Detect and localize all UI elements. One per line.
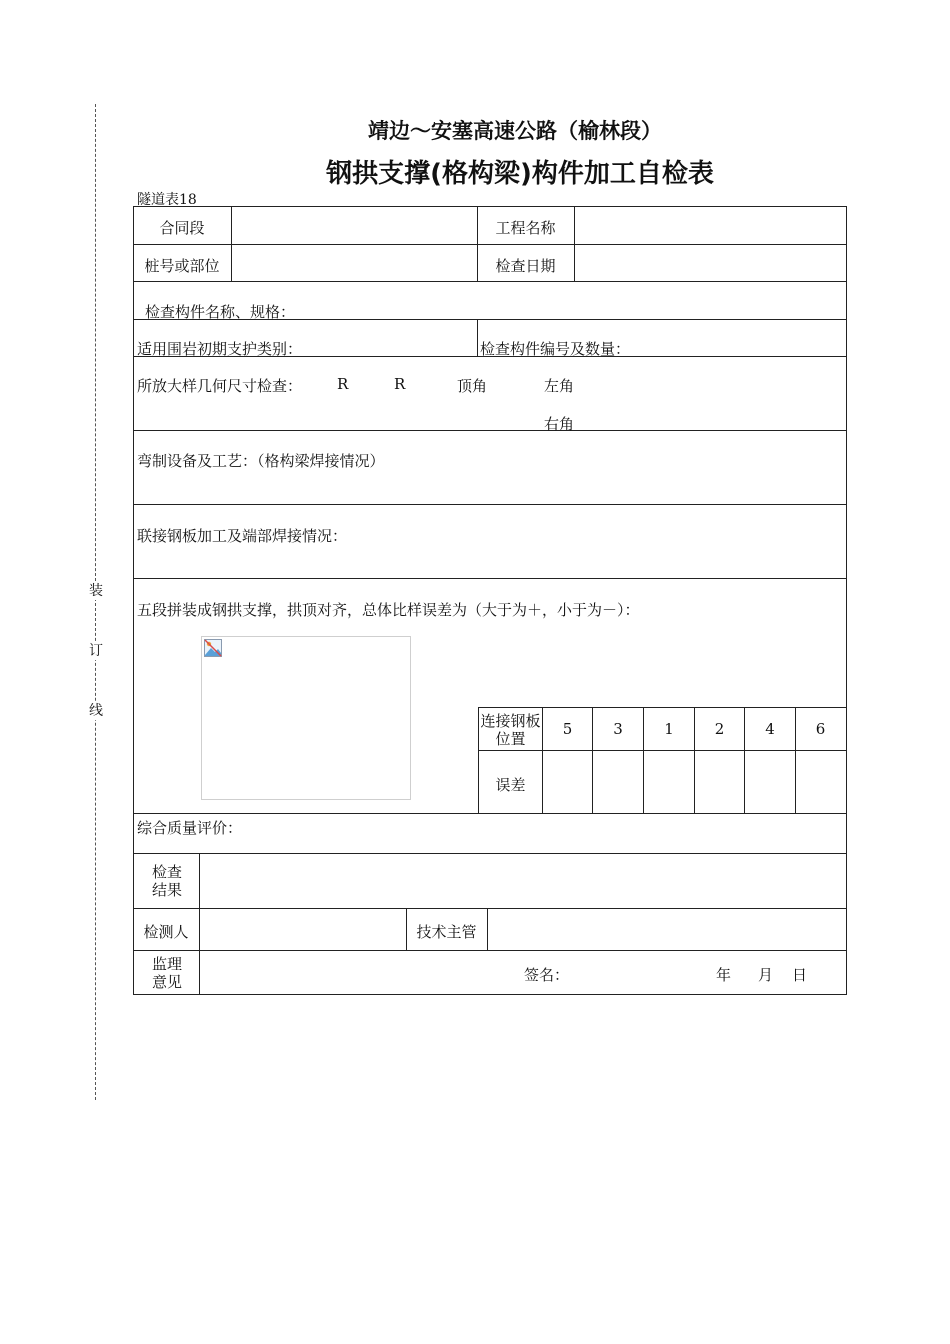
broken-image-icon bbox=[204, 639, 222, 657]
contract-label: 合同段 bbox=[159, 219, 205, 237]
row-divider bbox=[133, 908, 846, 909]
plate-position-header: 连接钢板位置 bbox=[480, 712, 541, 748]
row-divider bbox=[133, 578, 846, 579]
tech-supervisor-label: 技术主管 bbox=[416, 923, 477, 941]
bending-process-label: 弯制设备及工艺：（格构梁焊接情况） bbox=[137, 452, 385, 470]
year-label: 年 bbox=[716, 966, 732, 984]
check-result-label: 检查结果 bbox=[151, 863, 182, 899]
plate-position-cell: 3 bbox=[613, 720, 623, 738]
row-divider bbox=[133, 244, 846, 245]
error-label: 误差 bbox=[495, 776, 526, 794]
col-divider bbox=[231, 206, 232, 282]
inspector-label: 检测人 bbox=[143, 923, 189, 941]
check-date-label: 检查日期 bbox=[495, 257, 556, 275]
sample-image-placeholder bbox=[201, 636, 411, 800]
plate-welding-label: 联接钢板加工及端部焊接情况： bbox=[137, 527, 348, 545]
row-divider bbox=[133, 504, 846, 505]
binding-char-ding: 订 bbox=[89, 643, 103, 659]
dimension-r2: R bbox=[394, 375, 406, 393]
plate-position-cell: 4 bbox=[765, 720, 775, 738]
dimension-right-angle: 右角 bbox=[544, 415, 575, 433]
col-divider bbox=[477, 319, 478, 357]
col-divider bbox=[199, 853, 200, 994]
col-divider bbox=[574, 206, 575, 282]
row-divider bbox=[478, 750, 846, 751]
row-divider bbox=[133, 813, 846, 814]
day-label: 日 bbox=[792, 966, 808, 984]
dimension-r1: R bbox=[337, 375, 349, 393]
row-divider bbox=[133, 950, 846, 951]
support-type-label: 适用围岩初期支护类别： bbox=[137, 340, 303, 358]
binding-char-xian: 线 bbox=[89, 703, 103, 719]
month-label: 月 bbox=[758, 966, 774, 984]
station-label: 桩号或部位 bbox=[144, 257, 220, 275]
signature-label: 签名： bbox=[524, 966, 570, 984]
component-name-label: 检查构件名称、规格： bbox=[145, 303, 296, 321]
project-name-label: 工程名称 bbox=[495, 219, 556, 237]
col-divider bbox=[487, 908, 488, 951]
binding-line bbox=[95, 104, 96, 1100]
row-divider bbox=[478, 707, 846, 708]
form-code: 隧道表18 bbox=[137, 192, 197, 208]
document-title: 靖边～安塞高速公路（榆林段） bbox=[368, 119, 662, 143]
component-no-label: 检查构件编号及数量： bbox=[480, 340, 631, 358]
assembly-error-label: 五段拼装成钢拱支撑，拱顶对齐，总体比样误差为（大于为＋，小于为－）： bbox=[137, 601, 640, 619]
row-divider bbox=[133, 281, 846, 282]
dimension-left-angle: 左角 bbox=[544, 377, 575, 395]
overall-evaluation-label: 综合质量评价： bbox=[137, 819, 243, 837]
document-subtitle: 钢拱支撑(格构梁)构件加工自检表 bbox=[326, 159, 714, 189]
plate-position-cell: 5 bbox=[562, 720, 573, 738]
binding-char-zhuang: 装 bbox=[89, 583, 103, 599]
plate-position-cell: 2 bbox=[714, 720, 725, 738]
dimension-check-label: 所放大样几何尺寸检查： bbox=[137, 377, 303, 395]
row-divider bbox=[133, 853, 846, 854]
supervision-opinion-label: 监理意见 bbox=[151, 955, 182, 991]
plate-position-cell: 6 bbox=[815, 720, 826, 738]
dimension-top-angle: 顶角 bbox=[457, 377, 488, 395]
row-divider bbox=[133, 430, 846, 431]
plate-position-cell: 1 bbox=[664, 720, 674, 738]
